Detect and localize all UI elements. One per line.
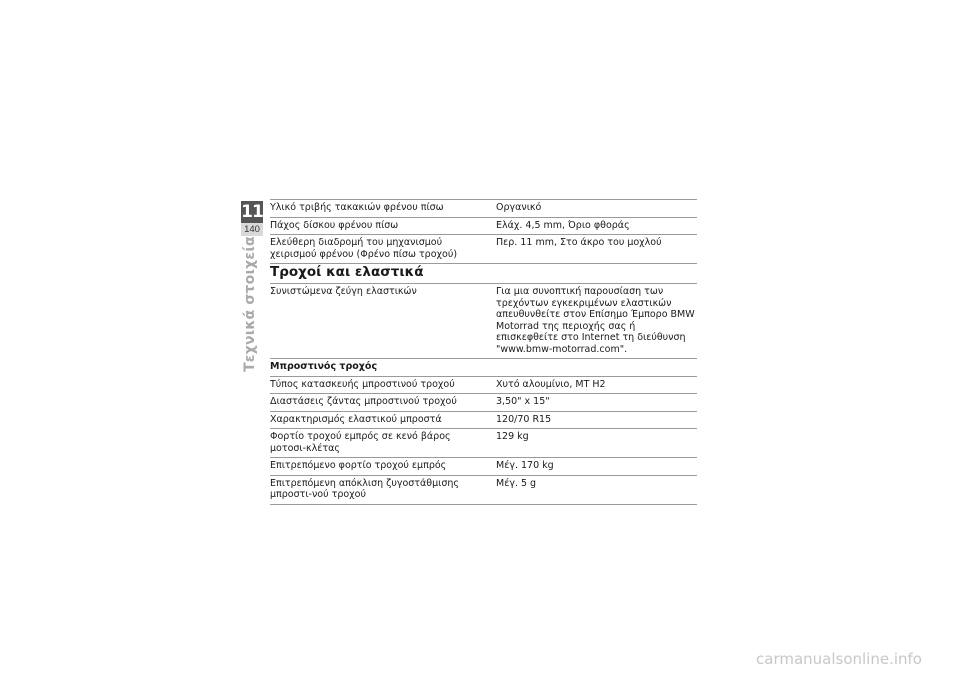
chapter-tab — [241, 201, 263, 236]
wheels-table — [270, 283, 697, 505]
brakes-table — [270, 199, 697, 264]
chapter-title: Τεχνικά στοιχεία — [242, 236, 258, 372]
table-row — [270, 457, 697, 475]
row-value: Για μια συνοπτική παρουσίαση των τρεχόντων εγκεκριμένων ελαστικών απευθυνθείτε στον Επίσημο Έμπορο BMW Motorrad της περιοχής σας ή επισκεφθείτε στο Internet τη διεύθυνση "www.bmw-motorrad.com". — [496, 286, 695, 355]
row-value: Περ. 11 mm, Στο άκρο του μοχλού — [496, 237, 662, 248]
row-label: Χαρακτηρισμός ελαστικού μπροστά — [270, 413, 442, 425]
table-row — [270, 428, 697, 457]
table-row — [270, 283, 697, 358]
row-value: Οργανικό — [496, 202, 542, 213]
row-label: Υλικό τριβής τακακιών φρένου πίσω — [270, 202, 444, 213]
section-heading: Τροχοί και ελαστικά — [270, 264, 424, 280]
table-row — [270, 217, 697, 235]
row-value: 120/70 R15 — [496, 413, 552, 425]
table-row — [270, 199, 697, 217]
row-label: Ελεύθερη διαδρομή του μηχανισμού χειρισμού φρένου (Φρένο πίσω τροχού) — [270, 237, 458, 260]
front-wheel-heading: Μπροστινός τροχός — [270, 358, 697, 376]
watermark: carmanualsonline.info — [756, 650, 922, 668]
row-label: Τύπος κατασκευής μπροστινού τροχού — [270, 378, 455, 390]
row-value: 3,50" x 15" — [496, 396, 550, 407]
table-row — [270, 393, 697, 411]
table-row — [270, 234, 697, 264]
table-row — [270, 475, 697, 505]
chapter-number: 11 — [241, 202, 263, 222]
row-label: Διαστάσεις ζάντας μπροστινού τροχού — [270, 396, 457, 407]
row-label: Πάχος δίσκου φρένου πίσω — [270, 219, 399, 231]
row-label: Συνιστώμενα ζεύγη ελαστικών — [270, 286, 417, 297]
row-value: Μέγ. 5 g — [496, 477, 537, 489]
row-value: Μέγ. 170 kg — [496, 460, 554, 471]
row-value: Ελάχ. 4,5 mm, Όριο φθοράς — [496, 219, 630, 231]
row-label: Επιτρεπόμενη απόκλιση ζυγοστάθμισης μπροστι-νού τροχού — [270, 477, 459, 500]
page-number: 140 — [241, 223, 263, 236]
row-value: Χυτό αλουμίνιο, MT H2 — [496, 378, 606, 390]
table-row — [270, 411, 697, 429]
row-value: 129 kg — [496, 431, 529, 442]
row-label: Επιτρεπόμενο φορτίο τροχού εμπρός — [270, 460, 447, 471]
table-row — [270, 376, 697, 394]
row-label: Φορτίο τροχού εμπρός σε κενό βάρος μοτοσι-κλέτας — [270, 431, 451, 454]
